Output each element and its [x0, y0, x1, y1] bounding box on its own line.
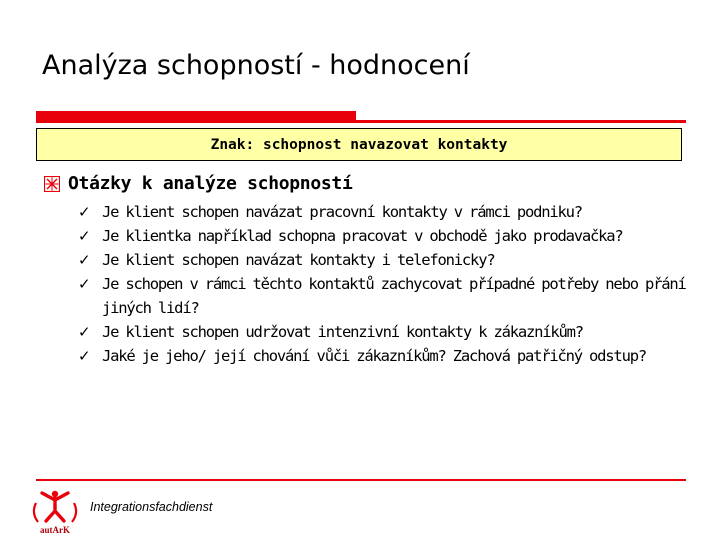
- list-item: [78, 272, 698, 320]
- list-item-text: Je klientka například schopna pracovat v obchodě jako prodavačka?: [102, 227, 623, 245]
- checkmark-icon: ✓: [78, 203, 91, 221]
- list-item: [78, 344, 698, 368]
- list-item-text: Je klient schopen navázat pracovní kontakty v rámci podniku?: [102, 203, 582, 221]
- checkmark-icon: ✓: [78, 347, 91, 365]
- checkmark-icon: ✓: [78, 275, 91, 293]
- title-underline: [36, 120, 686, 123]
- section-heading: [44, 173, 353, 194]
- list-item: [78, 248, 698, 272]
- footer-rule: [36, 479, 686, 481]
- list-item-text: Je schopen v rámci těchto kontaktů zachycovat případné potřeby nebo přání jiných lidí?: [102, 275, 686, 317]
- list-item-text: Je klient schopen navázat kontakty i telefonicky?: [102, 251, 495, 269]
- topic-banner-text: Znak: schopnost navazovat kontakty: [210, 136, 508, 153]
- checkmark-icon: ✓: [78, 251, 91, 269]
- slide-title: Analýza schopností - hodnocení: [42, 50, 470, 81]
- list-item-text: Je klient schopen udržovat intenzivní kontakty k zákazníkům?: [102, 323, 583, 341]
- checkmark-icon: ✓: [78, 227, 91, 245]
- section-heading-text: Otázky k analýze schopností: [68, 173, 353, 194]
- list-item: [78, 200, 698, 224]
- list-item: [78, 320, 698, 344]
- x-box-icon: [44, 176, 60, 192]
- list-item: [78, 224, 698, 248]
- autark-logo-icon: [28, 489, 82, 535]
- checkmark-icon: ✓: [78, 323, 91, 341]
- topic-banner: [36, 128, 682, 161]
- footer-organization: Integrationsfachdienst: [90, 500, 213, 514]
- logo-text: autArK: [40, 525, 70, 535]
- question-list: [78, 200, 698, 368]
- list-item-text: Jaké je jeho/ její chování vůči zákazníkům? Zachová patřičný odstup?: [102, 347, 646, 365]
